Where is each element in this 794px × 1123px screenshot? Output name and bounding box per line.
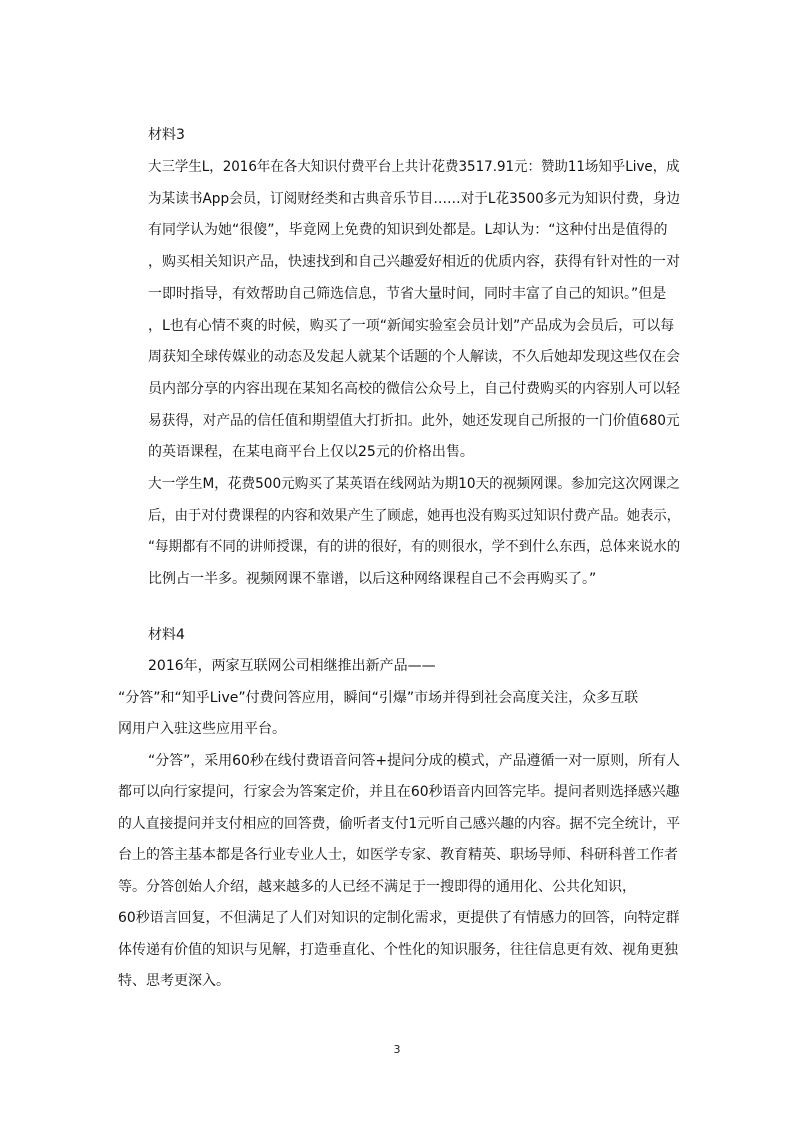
section-4-heading: 材料4 — [148, 627, 185, 643]
paragraph-line: “每期都有不同的讲师授课，有的讲的很好，有的则很水，学不到什么东西，总体来说水的 — [148, 539, 681, 555]
paragraph-line: 周获知全球传媒业的动态及发起人就某个话题的个人解读，不久后她却发现这些仅在会 — [148, 349, 680, 365]
paragraph-line: 有同学认为她“很傻”，毕竟网上免费的知识到处都是。L却认为：“这种付出是值得的 — [148, 222, 668, 238]
paragraph-line: 等。分答创始人介绍，越来越多的人已经不满足于一搜即得的通用化、公共化知识， — [118, 879, 636, 895]
section-3-heading: 材料3 — [148, 127, 185, 143]
paragraph-line: 的英语课程，在某电商平台上仅以25元的价格出售。 — [148, 444, 474, 460]
paragraph-line: 员内部分享的内容出现在某知名高校的微信公众号上，自己付费购买的内容别人可以轻 — [148, 381, 680, 397]
paragraph-line: 体传递有价值的知识与见解，打造垂直化、个性化的知识服务，往往信息更有效、视角更独 — [118, 942, 678, 958]
paragraph-line: 网用户入驻这些应用平台。 — [118, 721, 286, 737]
paragraph-line: 大一学生M，花费500元购买了某英语在线网站为期10天的视频网课。参加完这次网课之 — [148, 476, 680, 492]
paragraph-line: 的人直接提问并支付相应的回答费，偷听者支付1元听自己感兴趣的内容。据不完全统计，平 — [118, 816, 681, 832]
paragraph-line: 台上的答主基本都是各行业专业人士，如医学专家、教育精英、职场导师、科研科普工作者 — [118, 847, 678, 863]
paragraph-line: ，L也有心情不爽的时候，购买了一项“新闻实验室会员计划”产品成为会员后，可以每 — [148, 318, 675, 334]
paragraph-line: 为某读书App会员，订阅财经类和古典音乐节目……对于L花3500多元为知识付费，身边 — [148, 191, 681, 207]
paragraph-line: 后，由于对付费课程的内容和效果产生了顾虑，她再也没有购买过知识付费产品。她表示， — [148, 508, 680, 524]
paragraph-line: 2016年，两家互联网公司相继推出新产品—— — [148, 658, 436, 674]
paragraph-line: “分答”，采用60秒在线付费语音问答+提问分成的模式，产品遵循一对一原则，所有人 — [148, 753, 680, 769]
paragraph-line: 一即时指导，有效帮助自己筛选信息，节省大量时间，同时丰富了自己的知识。”但是 — [148, 286, 667, 302]
paragraph-line: 60秒语言回复，不但满足了人们对知识的定制化需求，更提供了有情感力的回答，向特定群 — [118, 910, 680, 926]
paragraph-line: 易获得，对产品的信任值和期望值大打折扣。此外，她还发现自己所报的一门价值680元 — [148, 413, 680, 429]
page-number: 3 — [393, 1043, 401, 1056]
paragraph-line: “分答”和“知乎Live”付费问答应用，瞬间“引爆”市场并得到社会高度关注，众多互联 — [118, 690, 639, 706]
paragraph-line: 都可以向行家提问，行家会为答案定价，并且在60秒语音内回答完毕。提问者则选择感兴趣 — [118, 784, 680, 800]
paragraph-line: 比例占一半多。视频网课不靠谱，以后这种网络课程自己不会再购买了。” — [148, 571, 597, 587]
paragraph-line: 特、思考更深入。 — [118, 973, 230, 989]
paragraph-line: 大三学生L，2016年在各大知识付费平台上共计花费3517.91元：赞助11场知乎Live，成 — [148, 159, 680, 175]
paragraph-line: ，购买相关知识产品，快速找到和自己兴趣爱好相近的优质内容，获得有针对性的一对 — [148, 254, 680, 270]
